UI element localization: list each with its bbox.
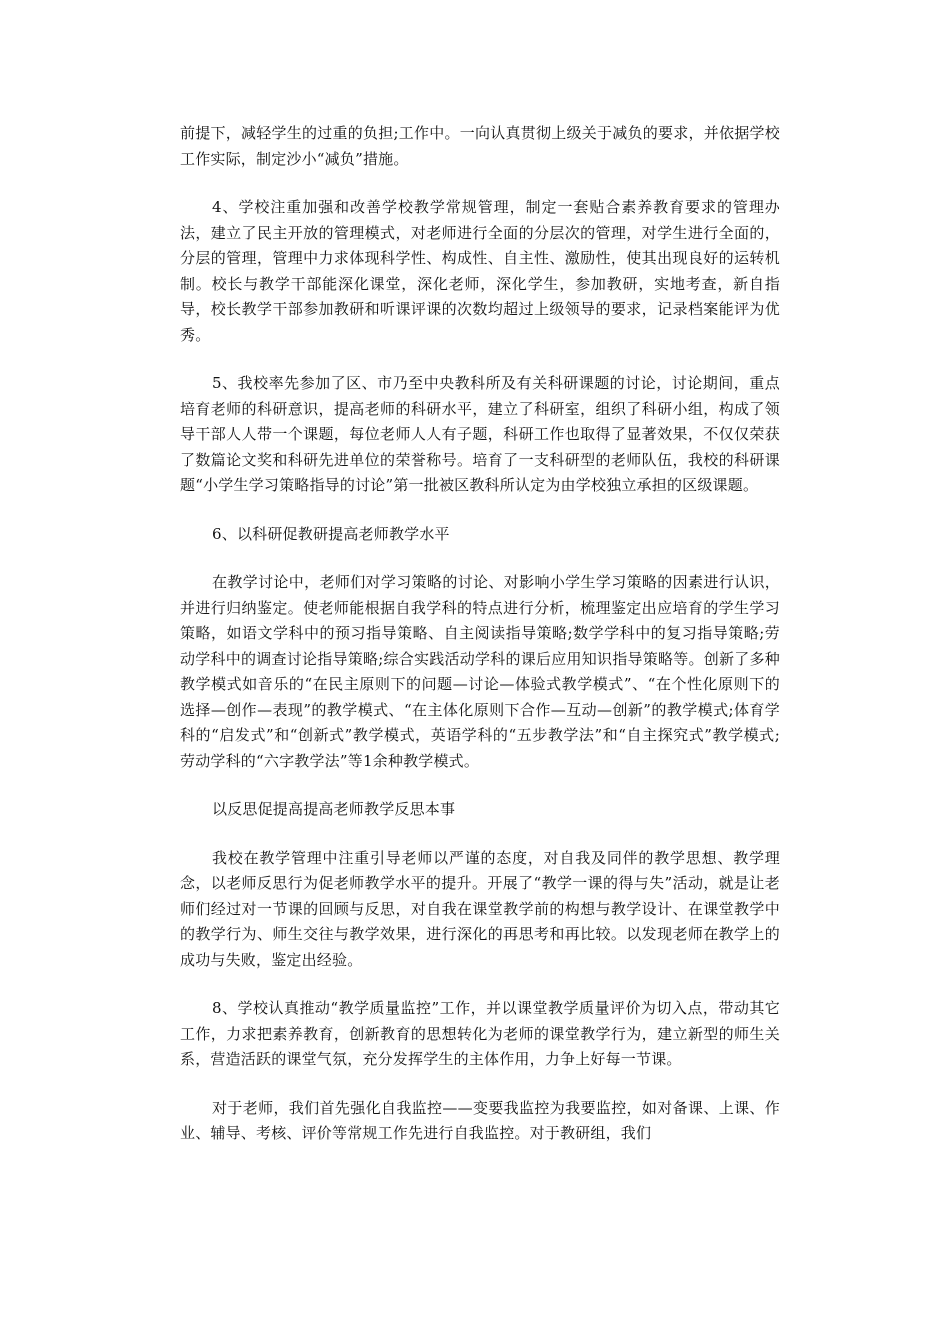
paragraph-teaching-research: 在教学讨论中，老师们对学习策略的讨论、对影响小学生学习策略的因素进行认识，并进行归纳鉴定。使老师能根据自我学科的特点进行分析，梳理鉴定出应培育的学生学习策略，如语文学科中的预习指导策略、自主阅读指导策略;数学学科中的复习指导策略;劳动学科中的调查讨论指导策略;综合实践活动学科的课后应用知识指导策略等。创新了多种教学模式如音乐的“在民主原则下的问题—讨论—体验式教学模式”、“在个性化原则下的选择—创作—表现”的教学模式、“在主体化原则下合作—互动—创新”的教学模式;体育学科的“启发式”和“创新式”教学模式，英语学科的“五步教学法”和“自主探究式”教学模式;劳动学科的“六字教学法”等1余种教学模式。 bbox=[180, 573, 780, 770]
paragraph-item-5: 5、我校率先参加了区、市乃至中央教科所及有关科研课题的讨论，讨论期间，重点培育老师的科研意识，提高老师的科研水平，建立了科研室，组织了科研小组，构成了领导干部人人带一个课题，每位老师人人有子题，科研工作也取得了显著效果，不仅仅荣获了数篇论文奖和科研先进单位的荣誉称号。培育了一支科研型的老师队伍，我校的科研课题“小学生学习策略指导的讨论”第一批被区教科所认定为由学校独立承担的区级课题。 bbox=[180, 374, 780, 494]
document-body bbox=[180, 121, 780, 1170]
paragraph-reflection: 我校在教学管理中注重引导老师以严谨的态度，对自我及同伴的教学思想、教学理念，以老师反思行为促老师教学水平的提升。开展了“教学一课的得与失”活动，就是让老师们经过对一节课的回顾与反思，对自我在课堂教学前的构想与教学设计、在课堂教学中的教学行为、师生交往与教学效果，进行深化的再思考和再比较。以发现老师在教学上的成功与失败，鉴定出经验。 bbox=[180, 848, 780, 969]
section-heading-6: 6、以科研促教研提高老师教学水平 bbox=[212, 524, 450, 543]
paragraph-item-8: 8、学校认真推动“教学质量监控”工作，并以课堂教学质量评价为切入点，带动其它工作，力求把素养教育，创新教育的思想转化为老师的课堂教学行为，建立新型的师生关系，营造活跃的课堂气氛，充分发挥学生的主体作用，力争上好每一节课。 bbox=[180, 999, 780, 1068]
paragraph-item-4: 4、学校注重加强和改善学校教学常规管理，制定一套贴合素养教育要求的管理办法，建立了民主开放的管理模式，对老师进行全面的分层次的管理，对学生进行全面的，分层的管理，管理中力求体现科学性、构成性、自主性、激励性，使其出现良好的运转机制。校长与教学干部能深化课堂，深化老师，深化学生，参加教研，实地考查，新自指导，校长教学干部参加教研和听课评课的次数均超过上级领导的要求，记录档案能评为优秀。 bbox=[180, 198, 780, 344]
section-heading-reflection: 以反思促提高提高老师教学反思本事 bbox=[212, 800, 456, 818]
paragraph-continuation: 前提下，减轻学生的过重的负担;工作中。一向认真贯彻上级关于减负的要求，并依据学校工作实际，制定沙小“减负”措施。 bbox=[180, 124, 780, 168]
paragraph-self-monitoring: 对于老师，我们首先强化自我监控——变要我监控为我要监控，如对备课、上课、作业、辅导、考核、评价等常规工作先进行自我监控。对于教研组，我们 bbox=[180, 1098, 780, 1142]
